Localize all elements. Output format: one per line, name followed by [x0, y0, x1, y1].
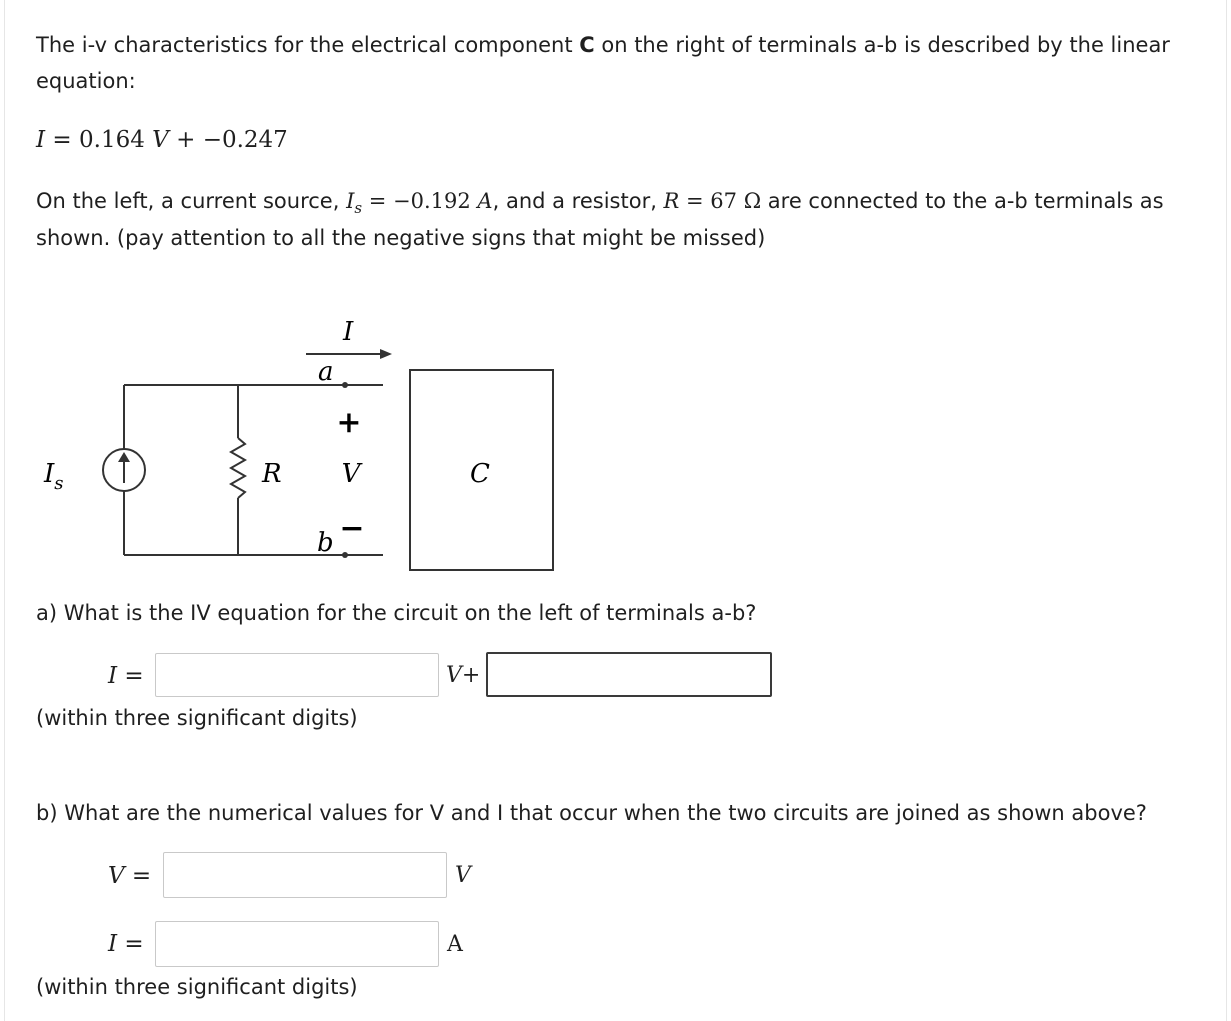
voltage-label: V [341, 459, 361, 489]
terminal-a-label: a [318, 357, 334, 387]
part-a-i-label: I = [108, 663, 144, 689]
minus-sign: − [339, 511, 365, 546]
circuit-diagram [0, 300, 600, 590]
part-a-slope-input[interactable] [155, 653, 439, 697]
source-text-line-2: shown. (pay attention to all the negative signs that might be missed) [36, 226, 766, 250]
part-b-v-unit: V [455, 863, 471, 888]
part-b-v-input[interactable] [163, 852, 447, 898]
part-b-i-input[interactable] [155, 921, 439, 967]
terminal-b-label: b [317, 528, 334, 558]
resistor-label: R [262, 459, 282, 489]
source-text-line-1: On the left, a current source, $I_s = -0.192$ A, and a resistor, R = 67 Ω are connected to the a-b terminals as [36, 189, 1164, 218]
terminal-a-node [342, 382, 348, 388]
source-label: $I_s$ [44, 459, 64, 494]
component-name: C [579, 33, 595, 57]
part-b-v-label: V = [108, 863, 152, 889]
part-a-note: (within three significant digits) [36, 706, 358, 730]
part-b-note: (within three significant digits) [36, 975, 358, 999]
component-c-label: C [470, 459, 490, 489]
intro-line-2: equation: [36, 69, 136, 93]
component-equation: I = 0.164 V + −0.247 [36, 127, 288, 153]
part-b-i-unit: A [447, 932, 463, 957]
plus-sign: + [336, 405, 362, 440]
part-a-v-plus-label: V+ [446, 663, 481, 688]
part-a-intercept-input[interactable] [486, 652, 772, 697]
part-a-question: a) What is the IV equation for the circuit on the left of terminals a-b? [36, 601, 757, 625]
terminal-b-node [342, 552, 348, 558]
part-b-question: b) What are the numerical values for V and I that occur when the two circuits are joined as shown above? [36, 801, 1147, 825]
intro-line-1: The i-v characteristics for the electrical component C on the right of terminals a-b is described by the linear [36, 33, 1170, 57]
current-label: I [343, 317, 354, 347]
current-arrowhead-icon [380, 349, 392, 359]
source-arrowhead-icon [118, 452, 130, 462]
part-b-i-label: I = [108, 931, 144, 957]
resistor-zigzag [231, 438, 245, 498]
